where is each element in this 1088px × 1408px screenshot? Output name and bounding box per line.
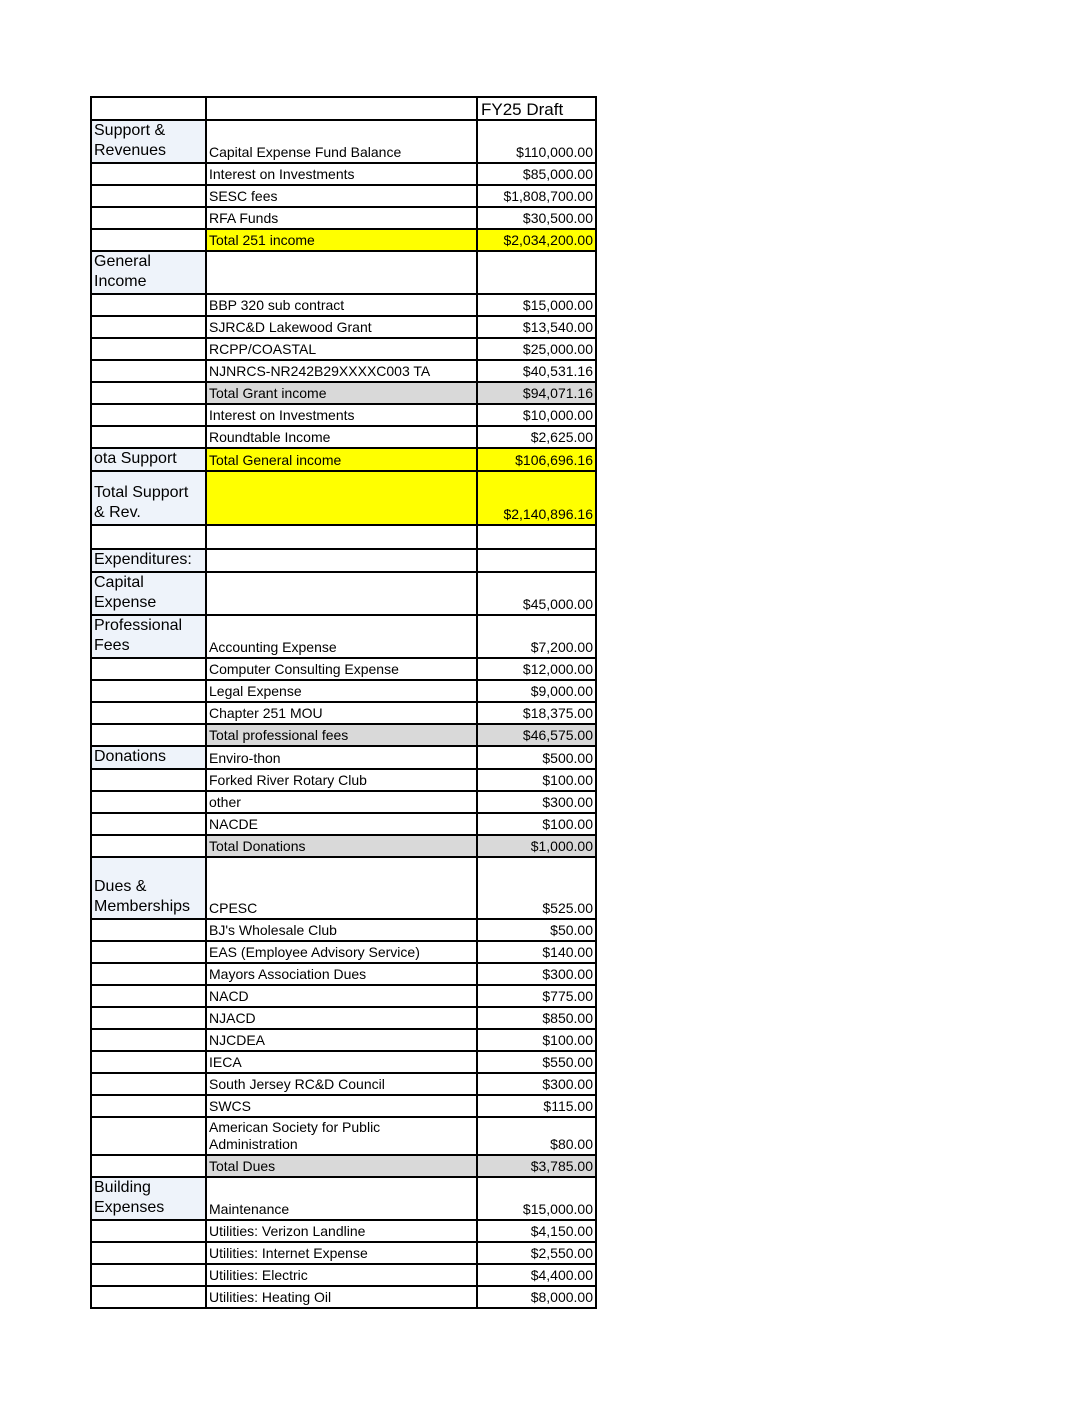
- line-item-cell: RFA Funds: [206, 207, 477, 229]
- table-row: [91, 941, 596, 963]
- table-row: [91, 229, 596, 251]
- category-cell: [91, 163, 206, 185]
- table-row: [91, 120, 596, 163]
- line-item-cell: Capital Expense Fund Balance: [206, 120, 477, 163]
- category-cell: [91, 941, 206, 963]
- category-cell: [91, 1095, 206, 1117]
- line-item-cell: BJ's Wholesale Club: [206, 919, 477, 941]
- line-item-cell: Interest on Investments: [206, 404, 477, 426]
- amount-cell: $30,500.00: [477, 207, 596, 229]
- amount-cell: $2,034,200.00: [477, 229, 596, 251]
- line-item-cell: [206, 549, 477, 572]
- category-cell: [91, 360, 206, 382]
- category-cell: Support & Revenues: [91, 120, 206, 163]
- category-cell: [91, 919, 206, 941]
- category-cell: [91, 835, 206, 857]
- line-item-cell: SWCS: [206, 1095, 477, 1117]
- amount-cell: $300.00: [477, 791, 596, 813]
- line-item-cell: Maintenance: [206, 1177, 477, 1220]
- category-cell: [91, 791, 206, 813]
- table-row: [91, 702, 596, 724]
- line-item-cell: SJRC&D Lakewood Grant: [206, 316, 477, 338]
- table-row: [91, 1155, 596, 1177]
- amount-cell: $140.00: [477, 941, 596, 963]
- line-item-cell: Utilities: Heating Oil: [206, 1286, 477, 1308]
- header-row: [91, 97, 596, 120]
- category-cell: [91, 382, 206, 404]
- amount-cell: $100.00: [477, 769, 596, 791]
- amount-cell: $8,000.00: [477, 1286, 596, 1308]
- amount-cell: $10,000.00: [477, 404, 596, 426]
- line-item-cell: South Jersey RC&D Council: [206, 1073, 477, 1095]
- line-item-cell: IECA: [206, 1051, 477, 1073]
- column-title: FY25 Draft: [477, 97, 596, 120]
- amount-cell: $7,200.00: [477, 615, 596, 658]
- table-row: [91, 163, 596, 185]
- line-item-cell: Interest on Investments: [206, 163, 477, 185]
- table-row: [91, 857, 596, 919]
- table-row: [91, 360, 596, 382]
- table-row: [91, 1007, 596, 1029]
- line-item-cell: [206, 97, 477, 120]
- line-item-cell: Total Grant income: [206, 382, 477, 404]
- line-item-cell: Utilities: Internet Expense: [206, 1242, 477, 1264]
- table-row: [91, 338, 596, 360]
- line-item-cell: Forked River Rotary Club: [206, 769, 477, 791]
- line-item-cell: [206, 525, 477, 549]
- amount-cell: $94,071.16: [477, 382, 596, 404]
- budget-table: [90, 96, 597, 1309]
- line-item-cell: Accounting Expense: [206, 615, 477, 658]
- line-item-cell: Computer Consulting Expense: [206, 658, 477, 680]
- amount-cell: [477, 251, 596, 294]
- table-row: [91, 963, 596, 985]
- amount-cell: $80.00: [477, 1117, 596, 1155]
- category-cell: [91, 658, 206, 680]
- table-row: [91, 680, 596, 702]
- table-row: [91, 525, 596, 549]
- table-row: [91, 791, 596, 813]
- amount-cell: $25,000.00: [477, 338, 596, 360]
- amount-cell: $13,540.00: [477, 316, 596, 338]
- category-cell: Expenditures:: [91, 549, 206, 572]
- line-item-cell: [206, 251, 477, 294]
- table-row: [91, 1095, 596, 1117]
- category-cell: [91, 1220, 206, 1242]
- line-item-cell: Total Donations: [206, 835, 477, 857]
- category-cell: [91, 1051, 206, 1073]
- category-cell: Total Support & Rev.: [91, 471, 206, 525]
- amount-cell: $4,400.00: [477, 1264, 596, 1286]
- table-row: [91, 985, 596, 1007]
- amount-cell: $3,785.00: [477, 1155, 596, 1177]
- amount-cell: $500.00: [477, 746, 596, 769]
- line-item-cell: Chapter 251 MOU: [206, 702, 477, 724]
- table-row: [91, 1242, 596, 1264]
- table-row: [91, 746, 596, 769]
- amount-cell: $2,140,896.16: [477, 471, 596, 525]
- line-item-cell: Enviro-thon: [206, 746, 477, 769]
- table-row: [91, 185, 596, 207]
- category-cell: General Income: [91, 251, 206, 294]
- line-item-cell: NACDE: [206, 813, 477, 835]
- line-item-cell: [206, 471, 477, 525]
- amount-cell: $300.00: [477, 1073, 596, 1095]
- amount-cell: $45,000.00: [477, 572, 596, 615]
- table-row: [91, 1051, 596, 1073]
- category-cell: [91, 702, 206, 724]
- table-row: [91, 919, 596, 941]
- amount-cell: [477, 549, 596, 572]
- line-item-cell: [206, 572, 477, 615]
- category-cell: Professional Fees: [91, 615, 206, 658]
- amount-cell: $1,808,700.00: [477, 185, 596, 207]
- line-item-cell: Utilities: Verizon Landline: [206, 1220, 477, 1242]
- table-row: [91, 549, 596, 572]
- category-cell: [91, 185, 206, 207]
- line-item-cell: Total Dues: [206, 1155, 477, 1177]
- table-row: [91, 1029, 596, 1051]
- category-cell: [91, 1242, 206, 1264]
- amount-cell: $85,000.00: [477, 163, 596, 185]
- line-item-cell: Roundtable Income: [206, 426, 477, 448]
- amount-cell: $850.00: [477, 1007, 596, 1029]
- table-row: [91, 835, 596, 857]
- table-row: [91, 294, 596, 316]
- table-row: [91, 1264, 596, 1286]
- line-item-cell: other: [206, 791, 477, 813]
- category-cell: [91, 207, 206, 229]
- category-cell: [91, 316, 206, 338]
- category-cell: Donations: [91, 746, 206, 769]
- amount-cell: $9,000.00: [477, 680, 596, 702]
- line-item-cell: Mayors Association Dues: [206, 963, 477, 985]
- table-row: [91, 1117, 596, 1155]
- table-row: [91, 448, 596, 471]
- category-cell: [91, 963, 206, 985]
- category-cell: [91, 1264, 206, 1286]
- category-cell: [91, 985, 206, 1007]
- category-cell: [91, 1073, 206, 1095]
- category-cell: [91, 404, 206, 426]
- category-cell: [91, 338, 206, 360]
- amount-cell: [477, 525, 596, 549]
- table-row: [91, 769, 596, 791]
- category-cell: [91, 1155, 206, 1177]
- line-item-cell: NJACD: [206, 1007, 477, 1029]
- amount-cell: $300.00: [477, 963, 596, 985]
- line-item-cell: BBP 320 sub contract: [206, 294, 477, 316]
- amount-cell: $100.00: [477, 1029, 596, 1051]
- category-cell: [91, 724, 206, 746]
- table-row: [91, 471, 596, 525]
- category-cell: ota Support: [91, 448, 206, 471]
- table-row: [91, 1220, 596, 1242]
- amount-cell: $4,150.00: [477, 1220, 596, 1242]
- line-item-cell: Total 251 income: [206, 229, 477, 251]
- table-row: [91, 658, 596, 680]
- category-cell: [91, 813, 206, 835]
- amount-cell: $2,550.00: [477, 1242, 596, 1264]
- amount-cell: $40,531.16: [477, 360, 596, 382]
- table-row: [91, 724, 596, 746]
- category-cell: [91, 1286, 206, 1308]
- table-row: [91, 1177, 596, 1220]
- amount-cell: $1,000.00: [477, 835, 596, 857]
- amount-cell: $115.00: [477, 1095, 596, 1117]
- line-item-cell: Utilities: Electric: [206, 1264, 477, 1286]
- category-cell: Building Expenses: [91, 1177, 206, 1220]
- category-cell: [91, 1117, 206, 1155]
- amount-cell: $2,625.00: [477, 426, 596, 448]
- category-cell: [91, 229, 206, 251]
- table-row: [91, 207, 596, 229]
- line-item-cell: SESC fees: [206, 185, 477, 207]
- table-row: [91, 813, 596, 835]
- amount-cell: $550.00: [477, 1051, 596, 1073]
- category-cell: [91, 525, 206, 549]
- line-item-cell: NACD: [206, 985, 477, 1007]
- line-item-cell: Total General income: [206, 448, 477, 471]
- budget-table-body: [91, 97, 596, 1308]
- line-item-cell: EAS (Employee Advisory Service): [206, 941, 477, 963]
- line-item-cell: CPESC: [206, 857, 477, 919]
- category-cell: [91, 294, 206, 316]
- category-cell: [91, 426, 206, 448]
- category-cell: [91, 1007, 206, 1029]
- category-cell: [91, 769, 206, 791]
- amount-cell: $50.00: [477, 919, 596, 941]
- amount-cell: $775.00: [477, 985, 596, 1007]
- line-item-cell: NJNRCS-NR242B29XXXXC003 TA: [206, 360, 477, 382]
- line-item-cell: Total professional fees: [206, 724, 477, 746]
- line-item-cell: RCPP/COASTAL: [206, 338, 477, 360]
- category-cell: [91, 680, 206, 702]
- amount-cell: $12,000.00: [477, 658, 596, 680]
- table-row: [91, 615, 596, 658]
- amount-cell: $18,375.00: [477, 702, 596, 724]
- table-row: [91, 382, 596, 404]
- line-item-cell: American Society for Public Administration: [206, 1117, 477, 1155]
- amount-cell: $110,000.00: [477, 120, 596, 163]
- amount-cell: $525.00: [477, 857, 596, 919]
- category-cell: Capital Expense: [91, 572, 206, 615]
- category-cell: Dues & Memberships: [91, 857, 206, 919]
- amount-cell: $15,000.00: [477, 1177, 596, 1220]
- amount-cell: $46,575.00: [477, 724, 596, 746]
- table-row: [91, 316, 596, 338]
- amount-cell: $100.00: [477, 813, 596, 835]
- line-item-cell: NJCDEA: [206, 1029, 477, 1051]
- table-row: [91, 251, 596, 294]
- amount-cell: $106,696.16: [477, 448, 596, 471]
- table-row: [91, 1286, 596, 1308]
- table-row: [91, 404, 596, 426]
- amount-cell: $15,000.00: [477, 294, 596, 316]
- table-row: [91, 572, 596, 615]
- line-item-cell: Legal Expense: [206, 680, 477, 702]
- category-cell: [91, 97, 206, 120]
- table-row: [91, 426, 596, 448]
- category-cell: [91, 1029, 206, 1051]
- table-row: [91, 1073, 596, 1095]
